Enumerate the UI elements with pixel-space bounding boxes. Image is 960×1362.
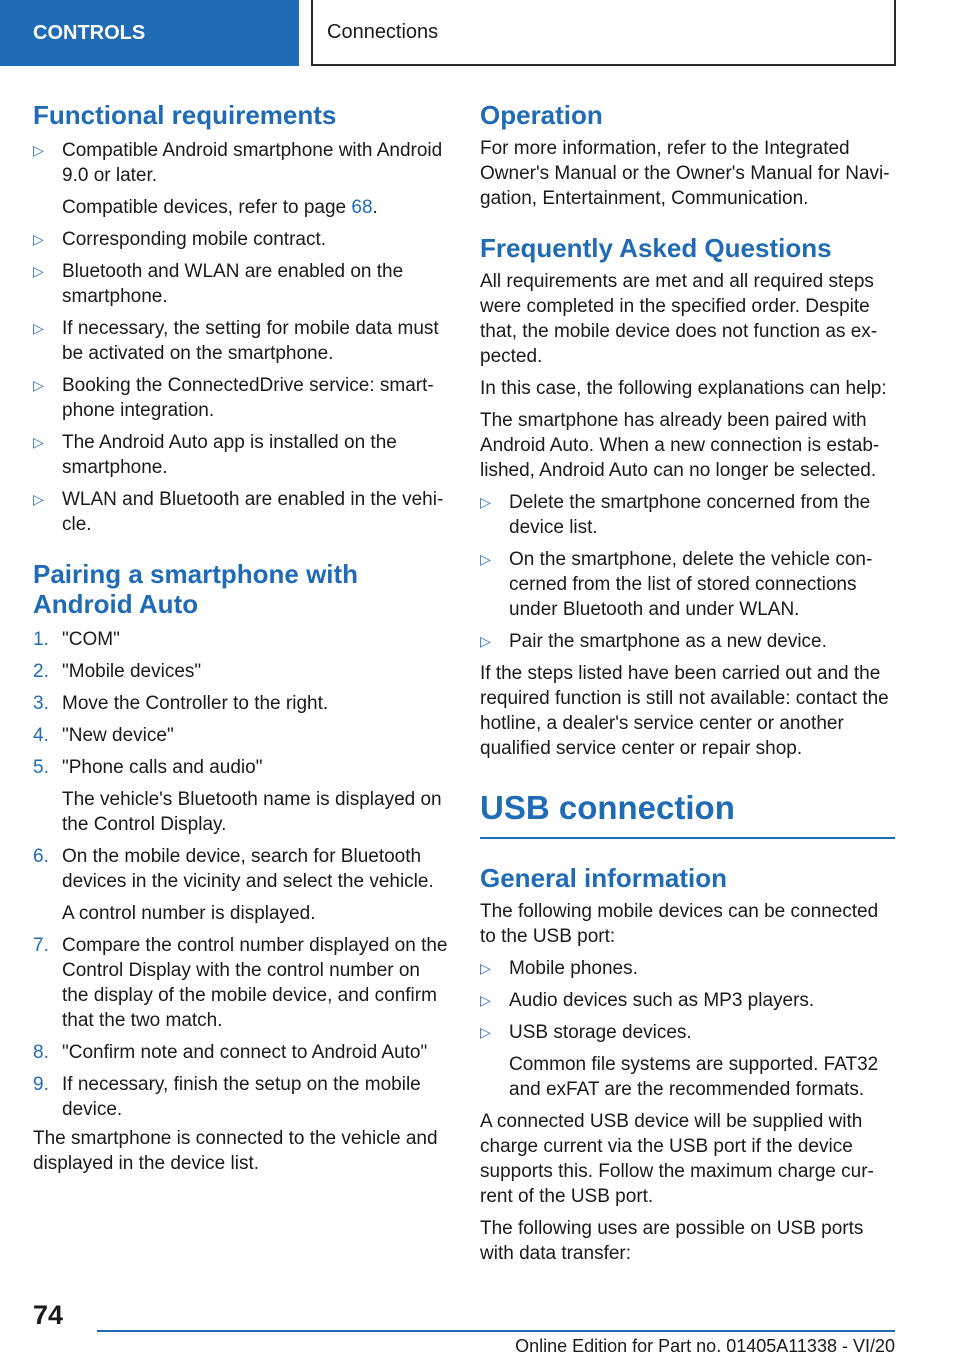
usb-paragraph: The following mobile devices can be connected to the USB port: (480, 901, 879, 947)
step-item (33, 1040, 448, 1065)
list-item-text: WLAN and Bluetooth are enabled in the vehicle. (62, 489, 444, 535)
step-number: 5. (33, 757, 49, 778)
list-item-note: Common file systems are supported. FAT32 and exFAT are the recommended formats. (509, 1054, 879, 1100)
edition-note: Online Edition for Part no. 01405A11338 - VI/20 (515, 1336, 895, 1356)
list-item (480, 988, 895, 1013)
faq-heading: Frequently Asked Questions (480, 233, 832, 263)
step-number: 1. (33, 629, 49, 650)
bullet-triangle-icon: ▷ (480, 1024, 491, 1040)
page-number: 74 (33, 1300, 64, 1330)
pairing-steps-list (33, 627, 448, 1122)
right-column (480, 100, 895, 1273)
functional-requirements-heading: Functional requirements (33, 100, 337, 130)
page-header (0, 0, 960, 66)
step-text: On the mobile device, search for Bluetooth devices in the vicinity and select the vehicle. (62, 846, 434, 892)
faq-paragraph: In this case, the following explanations can help: (480, 378, 887, 399)
bullet-triangle-icon: ▷ (33, 263, 44, 279)
bullet-triangle-icon: ▷ (480, 551, 491, 567)
step-text: "Phone calls and audio" (62, 757, 263, 778)
step-number: 7. (33, 935, 49, 956)
list-item-text: Bluetooth and WLAN are enabled on the smartphone. (62, 261, 404, 307)
step-item (33, 627, 448, 652)
step-item (33, 691, 448, 716)
list-item (33, 259, 448, 309)
footer-divider (97, 1330, 895, 1332)
faq-paragraph: If the steps listed have been carried out and the required function is still not available: contact the hotline, a dealer's service center or another qualified service center or repair shop. (480, 663, 889, 759)
step-text: If necessary, finish the setup on the mobile device. (62, 1074, 421, 1120)
list-item-text: On the smartphone, delete the vehicle concerned from the list of stored connections under Bluetooth and under WLAN. (509, 549, 873, 620)
step-number: 6. (33, 846, 49, 867)
functional-requirements-list (33, 138, 448, 537)
list-item-text: Audio devices such as MP3 players. (509, 990, 815, 1011)
step-text: "Confirm note and connect to Android Auto" (62, 1042, 428, 1063)
step-number: 9. (33, 1074, 49, 1095)
list-item (480, 1020, 895, 1102)
step-text: Compare the control number displayed on the Control Display with the control number on the display of the mobile device, and confirm that the two match. (62, 935, 448, 1031)
bullet-triangle-icon: ▷ (33, 434, 44, 450)
bullet-triangle-icon: ▷ (33, 320, 44, 336)
list-item-note: Compatible devices, refer to page 68. (62, 197, 378, 218)
list-item-text: USB storage devices. (509, 1022, 692, 1043)
bullet-triangle-icon: ▷ (480, 960, 491, 976)
step-item (33, 755, 448, 837)
step-text: "New device" (62, 725, 174, 746)
list-item (480, 490, 895, 540)
operation-heading: Operation (480, 100, 603, 130)
list-item-text: Booking the ConnectedDrive service: smartphone integration. (62, 375, 434, 421)
list-item (33, 316, 448, 366)
step-number: 3. (33, 693, 49, 714)
bullet-triangle-icon: ▷ (33, 231, 44, 247)
bullet-triangle-icon: ▷ (33, 491, 44, 507)
list-item-text: Compatible Android smartphone with Android 9.0 or later. (62, 140, 443, 186)
list-item-text: If necessary, the setting for mobile data must be activated on the smartphone. (62, 318, 439, 364)
faq-paragraph: The smartphone has already been paired with Android Auto. When a new connection is established, Android Auto can no longer be selected. (480, 410, 880, 481)
bullet-triangle-icon: ▷ (33, 377, 44, 393)
pairing-closing-text: The smartphone is connected to the vehicle and displayed in the device list. (33, 1128, 438, 1174)
bullet-triangle-icon: ▷ (480, 633, 491, 649)
step-item (33, 844, 448, 926)
step-number: 4. (33, 725, 49, 746)
left-column (33, 100, 448, 1183)
list-item (33, 430, 448, 480)
page-reference-link[interactable]: 68 (351, 197, 373, 218)
step-text: Move the Controller to the right. (62, 693, 329, 714)
usb-paragraph: The following uses are possible on USB ports with data transfer: (480, 1218, 864, 1264)
list-item (480, 547, 895, 622)
usb-paragraph: A connected USB device will be supplied with charge current via the USB port if the device supports this. Follow the maximum charge current of the USB port. (480, 1111, 874, 1207)
list-item (33, 227, 448, 252)
list-item-text: The Android Auto app is installed on the smartphone. (62, 432, 397, 478)
step-text: "COM" (62, 629, 120, 650)
step-text: "Mobile devices" (62, 661, 202, 682)
list-item-text: Mobile phones. (509, 958, 638, 979)
step-item (33, 723, 448, 748)
list-item-text: Pair the smartphone as a new device. (509, 631, 827, 652)
usb-device-list (480, 956, 895, 1102)
step-number: 2. (33, 661, 49, 682)
step-item (33, 659, 448, 684)
step-note: A control number is displayed. (62, 903, 316, 924)
step-number: 8. (33, 1042, 49, 1063)
list-item (480, 956, 895, 981)
step-note: The vehicle's Bluetooth name is displayed on the Control Display. (62, 789, 442, 835)
list-item-text: Delete the smartphone concerned from the device list. (509, 492, 871, 538)
list-item (33, 373, 448, 423)
bullet-triangle-icon: ▷ (480, 992, 491, 1008)
list-item (33, 487, 448, 537)
general-information-heading: General information (480, 863, 728, 893)
bullet-triangle-icon: ▷ (480, 494, 491, 510)
list-item (480, 629, 895, 654)
pairing-heading: Pairing a smartphone with Android Auto (33, 559, 359, 619)
faq-paragraph: All requirements are met and all required steps were completed in the specified order. Despite that, the mobile device does not function as expected. (480, 271, 878, 367)
list-item (33, 138, 448, 220)
usb-connection-title: USB connection (480, 783, 895, 839)
step-item (33, 933, 448, 1033)
operation-text: For more information, refer to the Integrated Owner's Manual or the Owner's Manual for Navigation, Entertainment, Communication. (480, 138, 890, 209)
faq-list (480, 490, 895, 654)
chapter-tab: CONTROLS (0, 0, 299, 66)
section-title: Connections (311, 0, 896, 66)
step-item (33, 1072, 448, 1122)
bullet-triangle-icon: ▷ (33, 142, 44, 158)
list-item-text: Corresponding mobile contract. (62, 229, 327, 250)
